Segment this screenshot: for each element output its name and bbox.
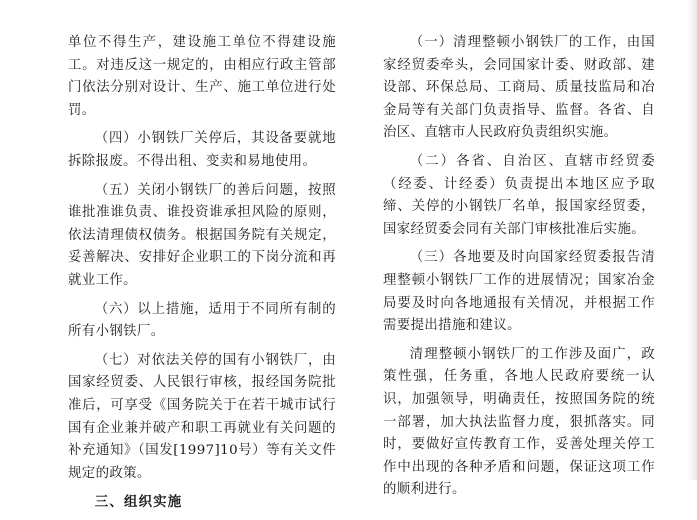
left-paragraph: （五）关闭小钢铁厂的善后问题，按照谁批准谁负责、谁投资谁承担风险的原则，依法清理债权债务。根据国务院有关规定，妥善解决、安排好企业职工的下岗分流和再就业工作。 <box>68 182 336 288</box>
right-paragraph: （三）各地要及时向国家经贸委报告清理整顿小钢铁厂工作的进展情况；国家冶金局要及时向各地通报有关情况，并根据工作需要提出措施和建议。 <box>383 250 655 334</box>
left-paragraph: 单位不得生产，建设施工单位不得建设施工。对违反这一规定的，由相应行政主管部门依法分别对设计、生产、施工单位进行处罚。 <box>68 35 336 118</box>
left-paragraph: （四）小钢铁厂关停后，其设备要就地拆除报废。不得出租、变卖和易地使用。 <box>68 131 336 169</box>
right-paragraph: 清理整顿小钢铁厂的工作涉及面广，政策性强，任务重，各地人民政府要统一认识，加强领导，明确责任，按照国务院的统一部署，加大执法监督力度，狠抓落实。同时，要做好宣传教育工作，妥善处理关停工作中出现的各种矛盾和问题，保证这项工作的顺利进行。 <box>383 346 655 498</box>
left-paragraph: （七）对依法关停的国有小钢铁厂，由国家经贸委、人民银行审核，报经国务院批准后，可享受《国务院关于在若干城市试行国有企业兼并破产和职工再就业有关问题的补充通知》（国发[1997]10号）等有关文件规定的政策。 <box>68 352 336 481</box>
right-paragraph: （二）各省、自治区、直辖市经贸委（经委、计经委）负责提出本地区应予取缔、关停的小钢铁厂名单，报国家经贸委，国家经贸委会同有关部门审核批准后实施。 <box>383 153 655 237</box>
section-heading: 三、组织实施 <box>94 494 183 511</box>
page-edge-shadow <box>687 0 697 480</box>
left-paragraph: （六）以上措施，适用于不同所有制的所有小钢铁厂。 <box>68 301 336 340</box>
left-column <box>68 32 336 520</box>
right-column <box>383 32 655 508</box>
right-paragraph: （一）清理整顿小钢铁厂的工作，由国家经贸委牵头，会同国家计委、财政部、建设部、环保总局、工商局、质量技监局和冶金局等有关部门负责指导、监督。各省、自治区、直辖市人民政府负责组织实施。 <box>383 35 655 141</box>
